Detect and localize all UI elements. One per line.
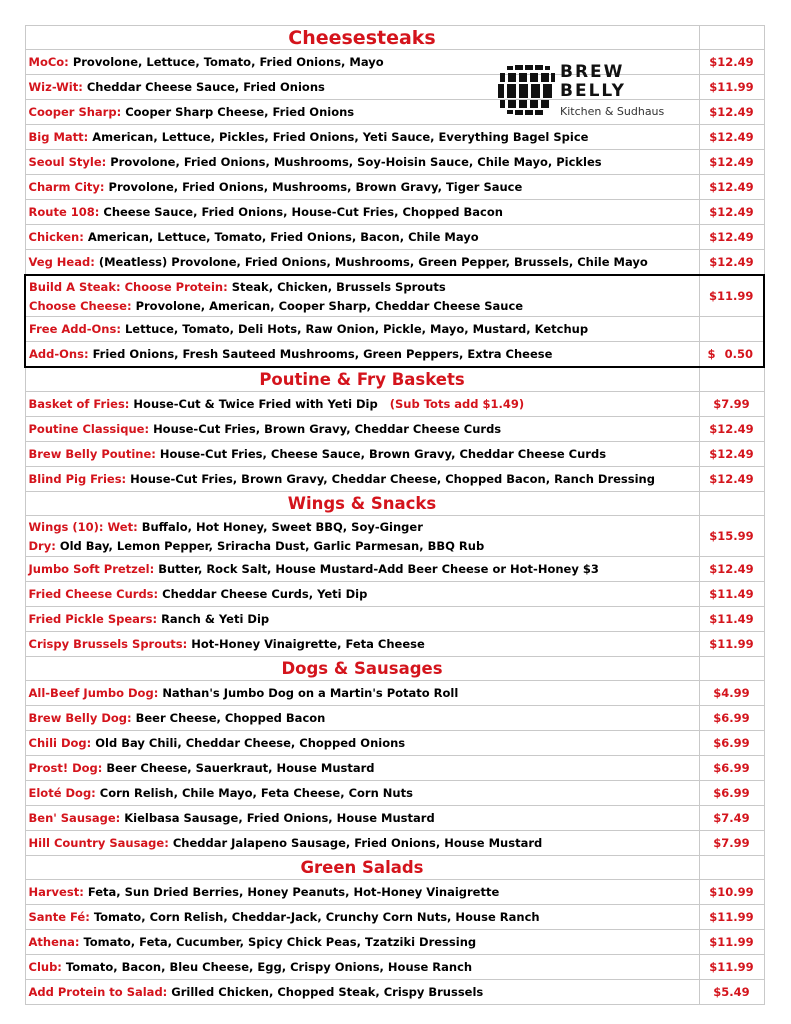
wings-dry-desc: Old Bay, Lemon Pepper, Sriracha Dust, Garlic Parmesan, BBQ Rub [59,538,485,553]
item-name: Add Protein to Salad: [28,985,168,999]
item-desc: American, Lettuce, Tomato, Fried Onions, Bacon, Chile Mayo [87,230,479,244]
item-name: Wiz-Wit: [28,80,83,94]
item-desc: Provolone, Lettuce, Tomato, Fried Onions, Mayo [72,55,384,69]
build-protein-desc: Steak, Chicken, Brussels Sprouts [231,279,446,294]
item-price: $10.99 [699,880,764,905]
section-header-poutine [25,367,764,392]
item-name: Ben' Sausage: [28,811,121,825]
item-desc: Cheddar Cheese Curds, Yeti Dip [162,587,368,601]
menu-item [25,731,764,756]
barrel-icon [498,62,556,118]
item-price: $11.49 [699,582,764,607]
item-desc: Cheddar Jalapeno Sausage, Fried Onions, House Mustard [172,836,543,850]
item-name: Sante Fé: [28,910,90,924]
wings-wet-desc: Buffalo, Hot Honey, Sweet BBQ, Soy-Ginger [141,519,423,534]
menu-item [25,756,764,781]
item-price: $11.99 [699,930,764,955]
item-desc: Tomato, Feta, Cucumber, Spicy Chick Peas, Tzatziki Dressing [83,935,477,949]
section-title: Dogs & Sausages [25,657,699,681]
menu-item [25,905,764,930]
menu-item [25,557,764,582]
item-price: $7.49 [699,806,764,831]
item-name: Eloté Dog: [28,786,96,800]
menu-item [25,417,764,442]
addons-row [25,342,764,368]
menu-item [25,980,764,1005]
menu-item [25,607,764,632]
item-desc: Lettuce, Tomato, Deli Hots, Raw Onion, Pickle, Mayo, Mustard, Ketchup [124,322,589,336]
item-name: Chicken: [28,230,84,244]
item-price: $12.49 [699,200,764,225]
item-name: Chili Dog: [28,736,92,750]
item-desc: Provolone, Fried Onions, Mushrooms, Brown Gravy, Tiger Sauce [108,180,523,194]
item-name: Brew Belly Dog: [28,711,132,725]
item-desc: Feta, Sun Dried Berries, Honey Peanuts, Hot-Honey Vinaigrette [87,885,500,899]
build-cheese-label: Choose Cheese: [29,298,132,313]
item-name: Athena: [28,935,80,949]
item-price: $12.49 [699,125,764,150]
menu-item [25,681,764,706]
item-name: Veg Head: [28,255,95,269]
item-desc: House-Cut Fries, Brown Gravy, Cheddar Cheese, Chopped Bacon, Ranch Dressing [130,472,655,486]
menu-item [25,955,764,980]
item-name: Route 108: [28,205,100,219]
section-title: Green Salads [25,856,699,880]
item-name: Charm City: [28,180,105,194]
section-header-salads [25,856,764,880]
brand-name: BREW BELLY [560,62,626,101]
item-desc: Provolone, Fried Onions, Mushrooms, Soy-Hoisin Sauce, Chile Mayo, Pickles [110,155,602,169]
item-name: Free Add-Ons: [29,322,121,336]
brand-logo [498,62,678,120]
item-name: Cooper Sharp: [28,105,122,119]
wings-dry-label: Dry: [28,538,56,553]
wings-price: $15.99 [699,516,764,557]
item-desc: Old Bay Chili, Cheddar Cheese, Chopped Onions [95,736,406,750]
build-cheese-desc: Provolone, American, Cooper Sharp, Cheddar Cheese Sauce [135,298,524,313]
item-price: $12.49 [699,175,764,200]
menu-item [25,467,764,492]
section-header-wings [25,492,764,516]
item-price: $12.49 [699,417,764,442]
item-desc: Corn Relish, Chile Mayo, Feta Cheese, Corn Nuts [99,786,413,800]
item-price: $6.99 [699,781,764,806]
item-name: Seoul Style: [28,155,107,169]
item-desc: House-Cut & Twice Fried with Yeti Dip [133,397,378,411]
item-desc: Hot-Honey Vinaigrette, Feta Cheese [191,637,425,651]
item-name: Prost! Dog: [28,761,103,775]
menu-item [25,806,764,831]
item-desc: Tomato, Corn Relish, Cheddar-Jack, Crunchy Corn Nuts, House Ranch [93,910,540,924]
section-header-cheesesteaks [25,26,764,50]
item-name: Club: [28,960,62,974]
item-desc: (Meatless) Provolone, Fried Onions, Mushrooms, Green Pepper, Brussels, Chile Mayo [98,255,648,269]
menu-item [25,880,764,905]
item-price: $12.49 [699,557,764,582]
item-desc: Cooper Sharp Cheese, Fried Onions [125,105,355,119]
section-header-dogs [25,657,764,681]
item-desc: Kielbasa Sausage, Fried Onions, House Mustard [124,811,435,825]
free-addons-row [25,317,764,342]
item-price: $11.99 [699,905,764,930]
item-price: $11.49 [699,607,764,632]
item-price: $5.49 [699,980,764,1005]
item-desc: Cheddar Cheese Sauce, Fried Onions [86,80,325,94]
section-title: Poutine & Fry Baskets [25,367,699,392]
item-price: $7.99 [699,392,764,417]
item-name: Crispy Brussels Sprouts: [28,637,188,651]
item-desc: Cheese Sauce, Fried Onions, House-Cut Fries, Chopped Bacon [103,205,503,219]
item-price: $12.49 [699,150,764,175]
item-name: Fried Pickle Spears: [28,612,158,626]
item-name: MoCo: [28,55,69,69]
item-price: $6.99 [699,756,764,781]
build-price: $11.99 [699,275,764,317]
item-name: Poutine Classique: [28,422,150,436]
build-name: Build A Steak: [29,279,121,294]
item-desc: Fried Onions, Fresh Sauteed Mushrooms, Green Peppers, Extra Cheese [92,347,553,361]
menu-item [25,831,764,856]
item-desc: American, Lettuce, Pickles, Fried Onions, Yeti Sauce, Everything Bagel Spice [92,130,589,144]
item-name: Hill Country Sausage: [28,836,169,850]
item-desc: Butter, Rock Salt, House Mustard-Add Beer Cheese or Hot-Honey $3 [158,562,599,576]
item-desc: Tomato, Bacon, Bleu Cheese, Egg, Crispy Onions, House Ranch [65,960,473,974]
item-desc: Nathan's Jumbo Dog on a Martin's Potato Roll [162,686,459,700]
menu-item [25,175,764,200]
menu-item [25,781,764,806]
item-price: $12.49 [699,467,764,492]
item-desc: Ranch & Yeti Dip [161,612,270,626]
item-name: Jumbo Soft Pretzel: [28,562,155,576]
section-title: Cheesesteaks [25,26,699,50]
item-price: $12.49 [699,225,764,250]
item-name: Big Matt: [28,130,89,144]
build-protein-label: Choose Protein: [124,279,228,294]
item-price: $12.49 [699,100,764,125]
item-price: $6.99 [699,731,764,756]
item-price: $11.99 [699,632,764,657]
menu-item [25,125,764,150]
item-desc: House-Cut Fries, Cheese Sauce, Brown Gravy, Cheddar Cheese Curds [159,447,607,461]
wings-wet-label: Wet: [107,519,138,534]
item-name: All-Beef Jumbo Dog: [28,686,159,700]
item-name: Fried Cheese Curds: [28,587,159,601]
item-price: $4.99 [699,681,764,706]
menu-item [25,250,764,276]
item-name: Add-Ons: [29,347,89,361]
item-desc: Beer Cheese, Chopped Bacon [135,711,326,725]
menu-item [25,632,764,657]
item-desc: House-Cut Fries, Brown Gravy, Cheddar Cheese Curds [153,422,502,436]
addon-currency: $ [707,347,716,361]
item-price: $7.99 [699,831,764,856]
menu-item [25,930,764,955]
item-price: $12.49 [699,50,764,75]
addon-amount: 0.50 [724,347,753,361]
build-a-steak-row [25,275,764,317]
menu-item [25,442,764,467]
menu-item [25,392,764,417]
menu-table [24,25,765,1005]
item-price: $11.99 [699,955,764,980]
item-name: Harvest: [28,885,84,899]
item-desc: Beer Cheese, Sauerkraut, House Mustard [106,761,375,775]
wings-name: Wings (10): [28,519,104,534]
item-name: Basket of Fries: [28,397,130,411]
menu-item [25,150,764,175]
item-name: Brew Belly Poutine: [28,447,156,461]
item-price: $12.49 [699,442,764,467]
wings-row [25,516,764,557]
section-title: Wings & Snacks [25,492,699,516]
brand-tagline: Kitchen & Sudhaus [560,105,665,118]
item-note: (Sub Tots add $1.49) [389,397,525,411]
item-name: Blind Pig Fries: [28,472,127,486]
menu-item [25,582,764,607]
menu-item [25,200,764,225]
item-price: $6.99 [699,706,764,731]
menu-item [25,225,764,250]
item-desc: Grilled Chicken, Chopped Steak, Crispy Brussels [171,985,484,999]
item-price: $12.49 [699,250,764,276]
item-price: $11.99 [699,75,764,100]
menu-item [25,706,764,731]
